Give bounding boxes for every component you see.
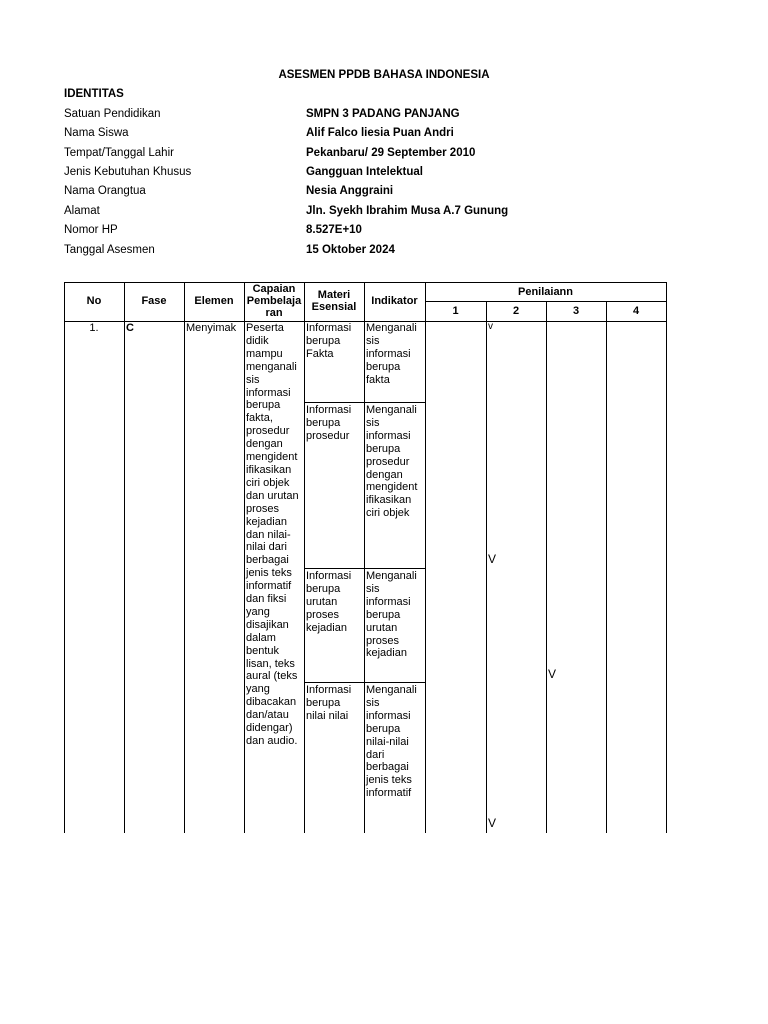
page-title: ASESMEN PPDB BAHASA INDONESIA xyxy=(278,69,490,81)
table-col-line xyxy=(124,282,125,833)
identity-value: Jln. Syekh Ibrahim Musa A.7 Gunung xyxy=(306,205,509,217)
header-score-2: 2 xyxy=(512,305,520,317)
cell-fase: C xyxy=(126,322,134,334)
identity-value: Nesia Anggraini xyxy=(306,185,394,197)
header-no: No xyxy=(86,295,102,307)
identity-label: Nama Orangtua xyxy=(64,185,146,197)
cell-indikator: Menganali sis informasi berupa nilai-nilai dari berbagai jenis teks informatif xyxy=(366,684,417,800)
table-col-line xyxy=(184,282,185,833)
identity-label: Tempat/Tanggal Lahir xyxy=(64,147,174,159)
header-capaian: Capaian Pembelaja ran xyxy=(246,283,302,319)
identity-value: 8.527E+10 xyxy=(306,224,362,236)
score-mark: V xyxy=(488,816,497,830)
table-col-line xyxy=(486,301,487,833)
cell-no: 1. xyxy=(89,322,99,334)
cell-elemen: Menyimak xyxy=(186,322,237,334)
header-score-3: 3 xyxy=(572,305,580,317)
cell-materi: Informasi berupa prosedur xyxy=(306,404,352,442)
cell-indikator: Menganali sis informasi berupa prosedur dengan mengident ifikasikan ciri objek xyxy=(366,404,418,520)
identity-label: Alamat xyxy=(64,205,100,217)
score-mark: v xyxy=(488,321,493,332)
header-score-1: 1 xyxy=(452,305,459,317)
identity-label: Nomor HP xyxy=(64,224,118,236)
table-col-line xyxy=(425,282,426,833)
table-col-line xyxy=(304,282,305,833)
table-border-top xyxy=(64,282,667,283)
cell-capaian: Peserta didik mampu menganali sis informasi berupa fakta, prosedur dengan mengident ifikasikan ciri objek dan urutan proses kejadian dan nilai- nilai dari berbagai jenis teks informatif dan fiksi yang disajikan dalam bentuk lisan, teks aural (teks yang dibacakan dan/atau didengar) dan audio. xyxy=(246,322,299,747)
score-mark: V xyxy=(548,667,557,681)
header-indikator: Indikator xyxy=(371,295,418,307)
identity-label: Tanggal Asesmen xyxy=(64,244,155,256)
score-mark: V xyxy=(488,552,497,566)
header-penilaian: Penilaiann xyxy=(517,286,574,298)
table-col-line xyxy=(64,282,65,833)
table-col-line xyxy=(244,282,245,833)
identity-value: Alif Falco liesia Puan Andri xyxy=(306,127,454,139)
identity-value: 15 Oktober 2024 xyxy=(306,244,395,256)
cell-indikator: Menganali sis informasi berupa fakta xyxy=(366,322,417,386)
cell-materi: Informasi berupa nilai nilai xyxy=(306,684,352,722)
identity-label: Satuan Pendidikan xyxy=(64,108,161,120)
table-col-line xyxy=(666,282,667,833)
identity-value: Pekanbaru/ 29 September 2010 xyxy=(306,147,476,159)
identity-heading: IDENTITAS xyxy=(64,88,124,100)
identity-label: Nama Siswa xyxy=(64,127,129,139)
header-elemen: Elemen xyxy=(194,295,234,307)
table-col-line xyxy=(364,282,365,833)
header-score-4: 4 xyxy=(632,305,640,317)
header-fase: Fase xyxy=(141,295,167,307)
cell-indikator: Menganali sis informasi berupa urutan proses kejadian xyxy=(366,570,417,660)
identity-label: Jenis Kebutuhan Khusus xyxy=(64,166,192,178)
table-col-line xyxy=(606,301,607,833)
cell-materi: Informasi berupa Fakta xyxy=(306,322,352,360)
identity-value: Gangguan Intelektual xyxy=(306,166,423,178)
table-col-line xyxy=(546,301,547,833)
cell-materi: Informasi berupa urutan proses kejadian xyxy=(306,570,352,634)
identity-value: SMPN 3 PADANG PANJANG xyxy=(306,108,460,120)
header-materi: Materi Esensial xyxy=(311,289,357,313)
